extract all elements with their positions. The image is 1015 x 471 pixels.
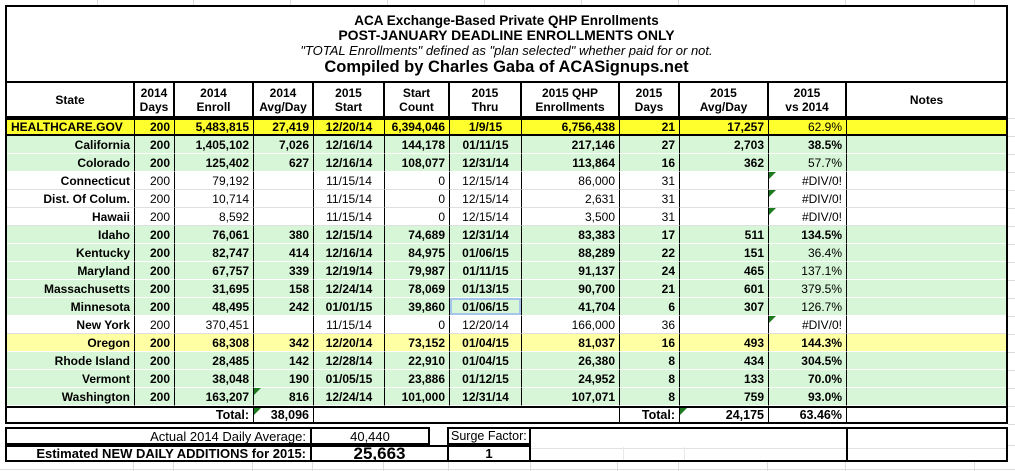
cell-state[interactable]: Vermont	[7, 370, 135, 388]
cell-a2015[interactable]: 759	[680, 388, 769, 406]
cell-e2014[interactable]: 125,402	[175, 154, 254, 172]
cell-s2015[interactable]: 12/24/14	[314, 388, 385, 406]
cell-sc[interactable]: 79,987	[385, 262, 450, 280]
cell-state[interactable]: Washington	[7, 388, 135, 406]
cell-thru[interactable]: 01/04/15	[450, 352, 522, 370]
cell-state[interactable]: California	[7, 136, 135, 154]
cell-d2015[interactable]: 16	[620, 334, 680, 352]
cell-pct[interactable]: 38.5%	[769, 136, 847, 154]
estimated-additions-label-cell[interactable]: Estimated NEW DAILY ADDITIONS for 2015:	[5, 445, 312, 462]
gridline	[484, 0, 485, 5]
cell-notes[interactable]	[847, 190, 1006, 208]
gridline	[684, 447, 685, 460]
gridline	[0, 469, 1015, 470]
cell-pct[interactable]: #DIV/0!	[769, 172, 847, 190]
cell-d2014[interactable]: 200	[135, 208, 175, 226]
table-row	[7, 262, 1006, 280]
cell-pct[interactable]: 134.5%	[769, 226, 847, 244]
cell-e2014[interactable]: 5,483,815	[175, 120, 254, 134]
column-header-2015-days[interactable]: 2015 Days	[620, 83, 680, 116]
gridline	[1008, 280, 1015, 281]
gridline	[1008, 190, 1015, 191]
cell-d2015[interactable]: 16	[620, 154, 680, 172]
cell-d2014[interactable]: 200	[135, 280, 175, 298]
cell-thru[interactable]: 01/11/15	[450, 262, 522, 280]
table-row	[7, 370, 1006, 388]
cell-a2015[interactable]	[680, 208, 769, 226]
cell-a2015[interactable]: 151	[680, 244, 769, 262]
gridline	[1008, 262, 1015, 263]
cell-sc[interactable]: 101,000	[385, 388, 450, 406]
table-row	[7, 118, 1006, 136]
cell-a2014[interactable]: 414	[254, 244, 314, 262]
cell-thru[interactable]: 01/06/15	[450, 298, 522, 316]
cell-thru[interactable]: 01/12/15	[450, 370, 522, 388]
daily-average-value-cell[interactable]: 40,440	[310, 427, 430, 445]
cell-a2015[interactable]: 465	[680, 262, 769, 280]
table-row	[7, 244, 1006, 262]
cell-sc[interactable]: 108,077	[385, 154, 450, 172]
cell-thru[interactable]: 12/15/14	[450, 172, 522, 190]
cell-thru[interactable]: 12/15/14	[450, 208, 522, 226]
cell-sc[interactable]: 78,069	[385, 280, 450, 298]
cell-d2015[interactable]: 8	[620, 352, 680, 370]
cell-e2014[interactable]: 79,192	[175, 172, 254, 190]
cell-a2015[interactable]: 434	[680, 352, 769, 370]
cell-thru[interactable]: 12/31/14	[450, 388, 522, 406]
cell-d2015[interactable]: 17	[620, 226, 680, 244]
cell-a2014[interactable]: 27,419	[254, 120, 314, 134]
cell-state[interactable]: Colorado	[7, 154, 135, 172]
cell-d2015[interactable]: 22	[620, 244, 680, 262]
cell-sc[interactable]: 23,886	[385, 370, 450, 388]
cell-sc[interactable]: 73,152	[385, 334, 450, 352]
cell-a2015[interactable]: 511	[680, 226, 769, 244]
title-line-3: "TOTAL Enrollments" defined as "plan selected" whether paid for or not.	[300, 43, 713, 58]
cell-pct[interactable]: 36.4%	[769, 244, 847, 262]
cell-state[interactable]: Massachusetts	[7, 280, 135, 298]
table-row	[7, 334, 1006, 352]
gridline	[1008, 352, 1015, 353]
cell-notes[interactable]	[847, 334, 1006, 352]
cell-s2015[interactable]: 12/16/14	[314, 136, 385, 154]
cell-d2014[interactable]: 200	[135, 244, 175, 262]
cell-d2014[interactable]: 200	[135, 262, 175, 280]
surge-factor-value-cell[interactable]: 1	[447, 445, 531, 462]
cell-sc[interactable]: 0	[385, 172, 450, 190]
gridline	[678, 0, 679, 5]
cell-e2014[interactable]: 76,061	[175, 226, 254, 244]
gridline	[1008, 424, 1015, 425]
cell-q2015[interactable]: 6,756,438	[522, 120, 620, 134]
cell-notes[interactable]	[847, 298, 1006, 316]
title-line-4: Compiled by Charles Gaba of ACASignups.net	[324, 58, 689, 76]
cell-q2015[interactable]: 166,000	[522, 316, 620, 334]
gridline	[1008, 316, 1015, 317]
cell-d2014[interactable]: 200	[135, 120, 175, 134]
cell-thru[interactable]: 12/15/14	[450, 190, 522, 208]
cell-s2015[interactable]: 01/05/15	[314, 370, 385, 388]
cell-sc[interactable]: 84,975	[385, 244, 450, 262]
cell-a2014[interactable]: 142	[254, 352, 314, 370]
cell-s2015[interactable]: 11/15/14	[314, 190, 385, 208]
gridline	[581, 0, 582, 5]
cell-q2015[interactable]: 90,700	[522, 280, 620, 298]
cell-d2015[interactable]: 21	[620, 280, 680, 298]
cell-s2015[interactable]: 12/28/14	[314, 352, 385, 370]
cell-a2015[interactable]: 601	[680, 280, 769, 298]
cell-d2015[interactable]: 8	[620, 388, 680, 406]
cell-d2015[interactable]: 31	[620, 190, 680, 208]
cell-q2015[interactable]: 107,071	[522, 388, 620, 406]
cell-a2014[interactable]: 7,026	[254, 136, 314, 154]
cell-state[interactable]: Minnesota	[7, 298, 135, 316]
estimated-additions-value-cell[interactable]: 25,663	[310, 445, 449, 462]
gridline	[290, 0, 291, 5]
gridline	[1008, 244, 1015, 245]
cell-state[interactable]: Dist. Of Colum.	[7, 190, 135, 208]
cell-notes[interactable]	[847, 208, 1006, 226]
gridline	[193, 0, 194, 5]
cell-thru[interactable]: 12/31/14	[450, 154, 522, 172]
cell-s2015[interactable]: 12/16/14	[314, 244, 385, 262]
total-row	[5, 406, 1008, 424]
cell-e2014[interactable]: 48,495	[175, 298, 254, 316]
cell-a2014[interactable]: 816	[254, 388, 314, 406]
error-indicator-icon	[769, 316, 776, 323]
cell-a2014[interactable]: 380	[254, 226, 314, 244]
gridline	[97, 0, 98, 5]
cell-thru[interactable]: 01/04/15	[450, 334, 522, 352]
gridline	[845, 0, 846, 5]
cell-notes[interactable]	[847, 352, 1006, 370]
cell-pct[interactable]: 57.7%	[769, 154, 847, 172]
column-header-state[interactable]: State	[7, 83, 135, 116]
cell-e2014[interactable]: 67,757	[175, 262, 254, 280]
cell-q2015[interactable]: 2,631	[522, 190, 620, 208]
table-row	[7, 352, 1006, 370]
data-grid	[5, 118, 1008, 406]
cell-d2015[interactable]: 21	[620, 120, 680, 134]
table-row	[7, 154, 1006, 172]
cell-d2014[interactable]: 200	[135, 226, 175, 244]
gridline	[1008, 136, 1015, 137]
column-header-2015-qhp-enrollments[interactable]: 2015 QHP Enrollments	[522, 83, 620, 116]
cell-s2015[interactable]: 11/15/14	[314, 172, 385, 190]
cell-pct[interactable]: 93.0%	[769, 388, 847, 406]
cell-a2015[interactable]	[680, 190, 769, 208]
gridline	[1008, 154, 1015, 155]
total-notes-cell[interactable]	[847, 408, 1006, 422]
cell-d2015[interactable]: 31	[620, 172, 680, 190]
error-indicator-icon	[769, 172, 776, 179]
cell-d2014[interactable]: 200	[135, 190, 175, 208]
cell-s2015[interactable]: 12/19/14	[314, 262, 385, 280]
cell-d2014[interactable]: 200	[135, 388, 175, 406]
gridline	[1008, 298, 1015, 299]
cell-a2015[interactable]	[680, 172, 769, 190]
gridline	[1008, 226, 1015, 227]
cell-pct[interactable]: #DIV/0!	[769, 208, 847, 226]
cell-notes[interactable]	[847, 316, 1006, 334]
cell-d2014[interactable]: 200	[135, 136, 175, 154]
column-header-notes[interactable]: Notes	[909, 92, 944, 107]
error-indicator-icon	[680, 408, 687, 415]
cell-d2015[interactable]: 8	[620, 370, 680, 388]
column-header-start-count[interactable]: Start Count	[385, 83, 450, 116]
cell-sc[interactable]: 39,860	[385, 298, 450, 316]
empty-summary-box-left[interactable]	[529, 427, 848, 462]
total-2014-avg-cell[interactable]: 38,096	[254, 408, 314, 422]
gridline	[1008, 406, 1015, 407]
column-header-2014-days[interactable]: 2014 Days	[135, 83, 175, 116]
error-indicator-icon	[254, 408, 261, 415]
cell-notes[interactable]	[847, 244, 1006, 262]
gridline	[623, 447, 624, 460]
cell-a2014[interactable]: 342	[254, 334, 314, 352]
cell-s2015[interactable]: 01/01/15	[314, 298, 385, 316]
cell-thru[interactable]: 1/9/15	[450, 120, 522, 134]
cell-sc[interactable]: 6,394,046	[385, 120, 450, 134]
cell-a2015[interactable]	[680, 316, 769, 334]
gridline	[1008, 370, 1015, 371]
cell-e2014[interactable]: 10,714	[175, 190, 254, 208]
cell-e2014[interactable]: 68,308	[175, 334, 254, 352]
gridline	[1008, 334, 1015, 335]
cell-notes[interactable]	[847, 262, 1006, 280]
cell-notes[interactable]	[847, 120, 1006, 134]
gridline	[1008, 445, 1015, 446]
cell-pct[interactable]: 304.5%	[769, 352, 847, 370]
cell-d2015[interactable]: 27	[620, 136, 680, 154]
cell-notes[interactable]	[847, 154, 1006, 172]
cell-q2015[interactable]: 83,383	[522, 226, 620, 244]
gridline	[1008, 388, 1015, 389]
total-label-left-cell[interactable]: Total:	[7, 408, 254, 422]
cell-a2015[interactable]: 493	[680, 334, 769, 352]
gridline	[848, 448, 1006, 449]
cell-d2014[interactable]: 200	[135, 298, 175, 316]
cell-e2014[interactable]: 370,451	[175, 316, 254, 334]
cell-q2015[interactable]: 86,000	[522, 172, 620, 190]
cell-pct[interactable]: 70.0%	[769, 370, 847, 388]
table-row	[7, 388, 1006, 406]
cell-d2015[interactable]: 24	[620, 262, 680, 280]
cell-a2014[interactable]: 627	[254, 154, 314, 172]
cell-notes[interactable]	[847, 280, 1006, 298]
table-row	[7, 226, 1006, 244]
column-header-row	[5, 83, 1008, 118]
cell-e2014[interactable]: 163,207	[175, 388, 254, 406]
cell-thru[interactable]: 01/11/15	[450, 136, 522, 154]
cell-thru[interactable]: 01/06/15	[450, 244, 522, 262]
column-header-2015-start[interactable]: 2015 Start	[314, 83, 385, 116]
cell-notes[interactable]	[847, 370, 1006, 388]
cell-d2014[interactable]: 200	[135, 334, 175, 352]
cell-state[interactable]: Idaho	[7, 226, 135, 244]
cell-pct[interactable]: 144.3%	[769, 334, 847, 352]
title-line-1: ACA Exchange-Based Private QHP Enrollments	[354, 13, 659, 28]
cell-thru[interactable]: 01/13/15	[450, 280, 522, 298]
column-header-2015-avg-day[interactable]: 2015 Avg/Day	[680, 83, 769, 116]
error-indicator-icon	[254, 388, 261, 395]
cell-notes[interactable]	[847, 388, 1006, 406]
cell-d2015[interactable]: 6	[620, 298, 680, 316]
cell-pct[interactable]: 126.7%	[769, 298, 847, 316]
column-header-2014-enroll[interactable]: 2014 Enroll	[175, 83, 254, 116]
daily-average-label-cell[interactable]: Actual 2014 Daily Average:	[5, 427, 312, 445]
table-row	[7, 208, 1006, 226]
cell-a2014[interactable]: 242	[254, 298, 314, 316]
cell-sc[interactable]: 74,689	[385, 226, 450, 244]
cell-d2015[interactable]: 31	[620, 208, 680, 226]
cell-a2014[interactable]: 190	[254, 370, 314, 388]
table-row	[7, 190, 1006, 208]
cell-a2014[interactable]	[254, 190, 314, 208]
cell-pct[interactable]: 379.5%	[769, 280, 847, 298]
cell-d2014[interactable]: 200	[135, 316, 175, 334]
cell-a2015[interactable]: 362	[680, 154, 769, 172]
gridline	[1008, 208, 1015, 209]
cell-d2014[interactable]: 200	[135, 352, 175, 370]
surge-factor-label-cell[interactable]: Surge Factor:	[447, 427, 531, 445]
cell-q2015[interactable]: 41,704	[522, 298, 620, 316]
column-header-2014-avg-day[interactable]: 2014 Avg/Day	[254, 83, 314, 116]
cell-e2014[interactable]: 82,747	[175, 244, 254, 262]
cell-state[interactable]: HEALTHCARE.GOV	[7, 120, 135, 134]
cell-e2014[interactable]: 1,405,102	[175, 136, 254, 154]
cell-state[interactable]: Rhode Island	[7, 352, 135, 370]
cell-s2015[interactable]: 12/20/14	[314, 334, 385, 352]
cell-pct[interactable]: #DIV/0!	[769, 190, 847, 208]
cell-thru[interactable]: 12/31/14	[450, 226, 522, 244]
cell-d2014[interactable]: 200	[135, 172, 175, 190]
cell-a2015[interactable]: 17,257	[680, 120, 769, 134]
cell-a2015[interactable]: 2,703	[680, 136, 769, 154]
table-row	[7, 172, 1006, 190]
title-line-2: POST-JANUARY DEADLINE ENROLLMENTS ONLY	[338, 27, 675, 43]
empty-summary-box-right[interactable]	[846, 427, 1008, 462]
error-indicator-icon	[769, 208, 776, 215]
cell-sc[interactable]: 0	[385, 316, 450, 334]
cell-s2015[interactable]: 12/24/14	[314, 280, 385, 298]
title-block	[5, 5, 1008, 83]
cell-e2014[interactable]: 8,592	[175, 208, 254, 226]
table-row	[7, 316, 1006, 334]
cell-notes[interactable]	[847, 136, 1006, 154]
cell-s2015[interactable]: 12/15/14	[314, 226, 385, 244]
gridline	[1008, 172, 1015, 173]
cell-e2014[interactable]: 31,695	[175, 280, 254, 298]
cell-q2015[interactable]: 81,037	[522, 334, 620, 352]
cell-notes[interactable]	[847, 226, 1006, 244]
cell-a2014[interactable]: 158	[254, 280, 314, 298]
table-row	[7, 280, 1006, 298]
cell-notes[interactable]	[847, 172, 1006, 190]
cell-sc[interactable]: 0	[385, 190, 450, 208]
cell-s2015[interactable]: 11/15/14	[314, 208, 385, 226]
column-header-2015-thru[interactable]: 2015 Thru	[450, 83, 522, 116]
cell-s2015[interactable]: 12/16/14	[314, 154, 385, 172]
cell-q2015[interactable]: 113,864	[522, 154, 620, 172]
cell-a2015[interactable]: 133	[680, 370, 769, 388]
total-empty-span[interactable]	[314, 408, 620, 422]
cell-s2015[interactable]: 11/15/14	[314, 316, 385, 334]
cell-sc[interactable]: 22,910	[385, 352, 450, 370]
total-2015-avg-cell[interactable]: 24,175	[680, 408, 769, 422]
table-row	[7, 136, 1006, 154]
cell-q2015[interactable]: 26,380	[522, 352, 620, 370]
cell-q2015[interactable]: 91,137	[522, 262, 620, 280]
cell-state[interactable]: Hawaii	[7, 208, 135, 226]
cell-state[interactable]: Maryland	[7, 262, 135, 280]
cell-q2015[interactable]: 3,500	[522, 208, 620, 226]
cell-pct[interactable]: 137.1%	[769, 262, 847, 280]
cell-e2014[interactable]: 38,048	[175, 370, 254, 388]
cell-pct[interactable]: 62.9%	[769, 120, 847, 134]
cell-thru[interactable]: 12/20/14	[450, 316, 522, 334]
cell-state[interactable]: Connecticut	[7, 172, 135, 190]
cell-state[interactable]: Oregon	[7, 334, 135, 352]
cell-q2015[interactable]: 24,952	[522, 370, 620, 388]
cell-d2014[interactable]: 200	[135, 370, 175, 388]
cell-a2014[interactable]	[254, 316, 314, 334]
cell-e2014[interactable]: 28,485	[175, 352, 254, 370]
column-header-2015-vs-2014[interactable]: 2015 vs 2014	[769, 83, 847, 116]
cell-q2015[interactable]: 217,146	[522, 136, 620, 154]
cell-state[interactable]: New York	[7, 316, 135, 334]
cell-a2014[interactable]: 339	[254, 262, 314, 280]
cell-a2014[interactable]	[254, 208, 314, 226]
cell-a2014[interactable]	[254, 172, 314, 190]
cell-state[interactable]: Kentucky	[7, 244, 135, 262]
gridline	[1008, 118, 1015, 119]
total-pct-cell[interactable]: 63.46%	[769, 408, 847, 422]
cell-d2015[interactable]: 36	[620, 316, 680, 334]
gridline	[531, 448, 846, 449]
gridline	[974, 0, 975, 5]
error-indicator-icon	[769, 190, 776, 197]
cell-d2014[interactable]: 200	[135, 154, 175, 172]
cell-s2015[interactable]: 12/20/14	[314, 120, 385, 134]
cell-sc[interactable]: 144,178	[385, 136, 450, 154]
cell-pct[interactable]: #DIV/0!	[769, 316, 847, 334]
cell-a2015[interactable]: 307	[680, 298, 769, 316]
table-row	[7, 298, 1006, 316]
cell-q2015[interactable]: 88,289	[522, 244, 620, 262]
gridline	[387, 0, 388, 5]
cell-sc[interactable]: 0	[385, 208, 450, 226]
total-label-right-cell[interactable]: Total:	[620, 408, 680, 422]
